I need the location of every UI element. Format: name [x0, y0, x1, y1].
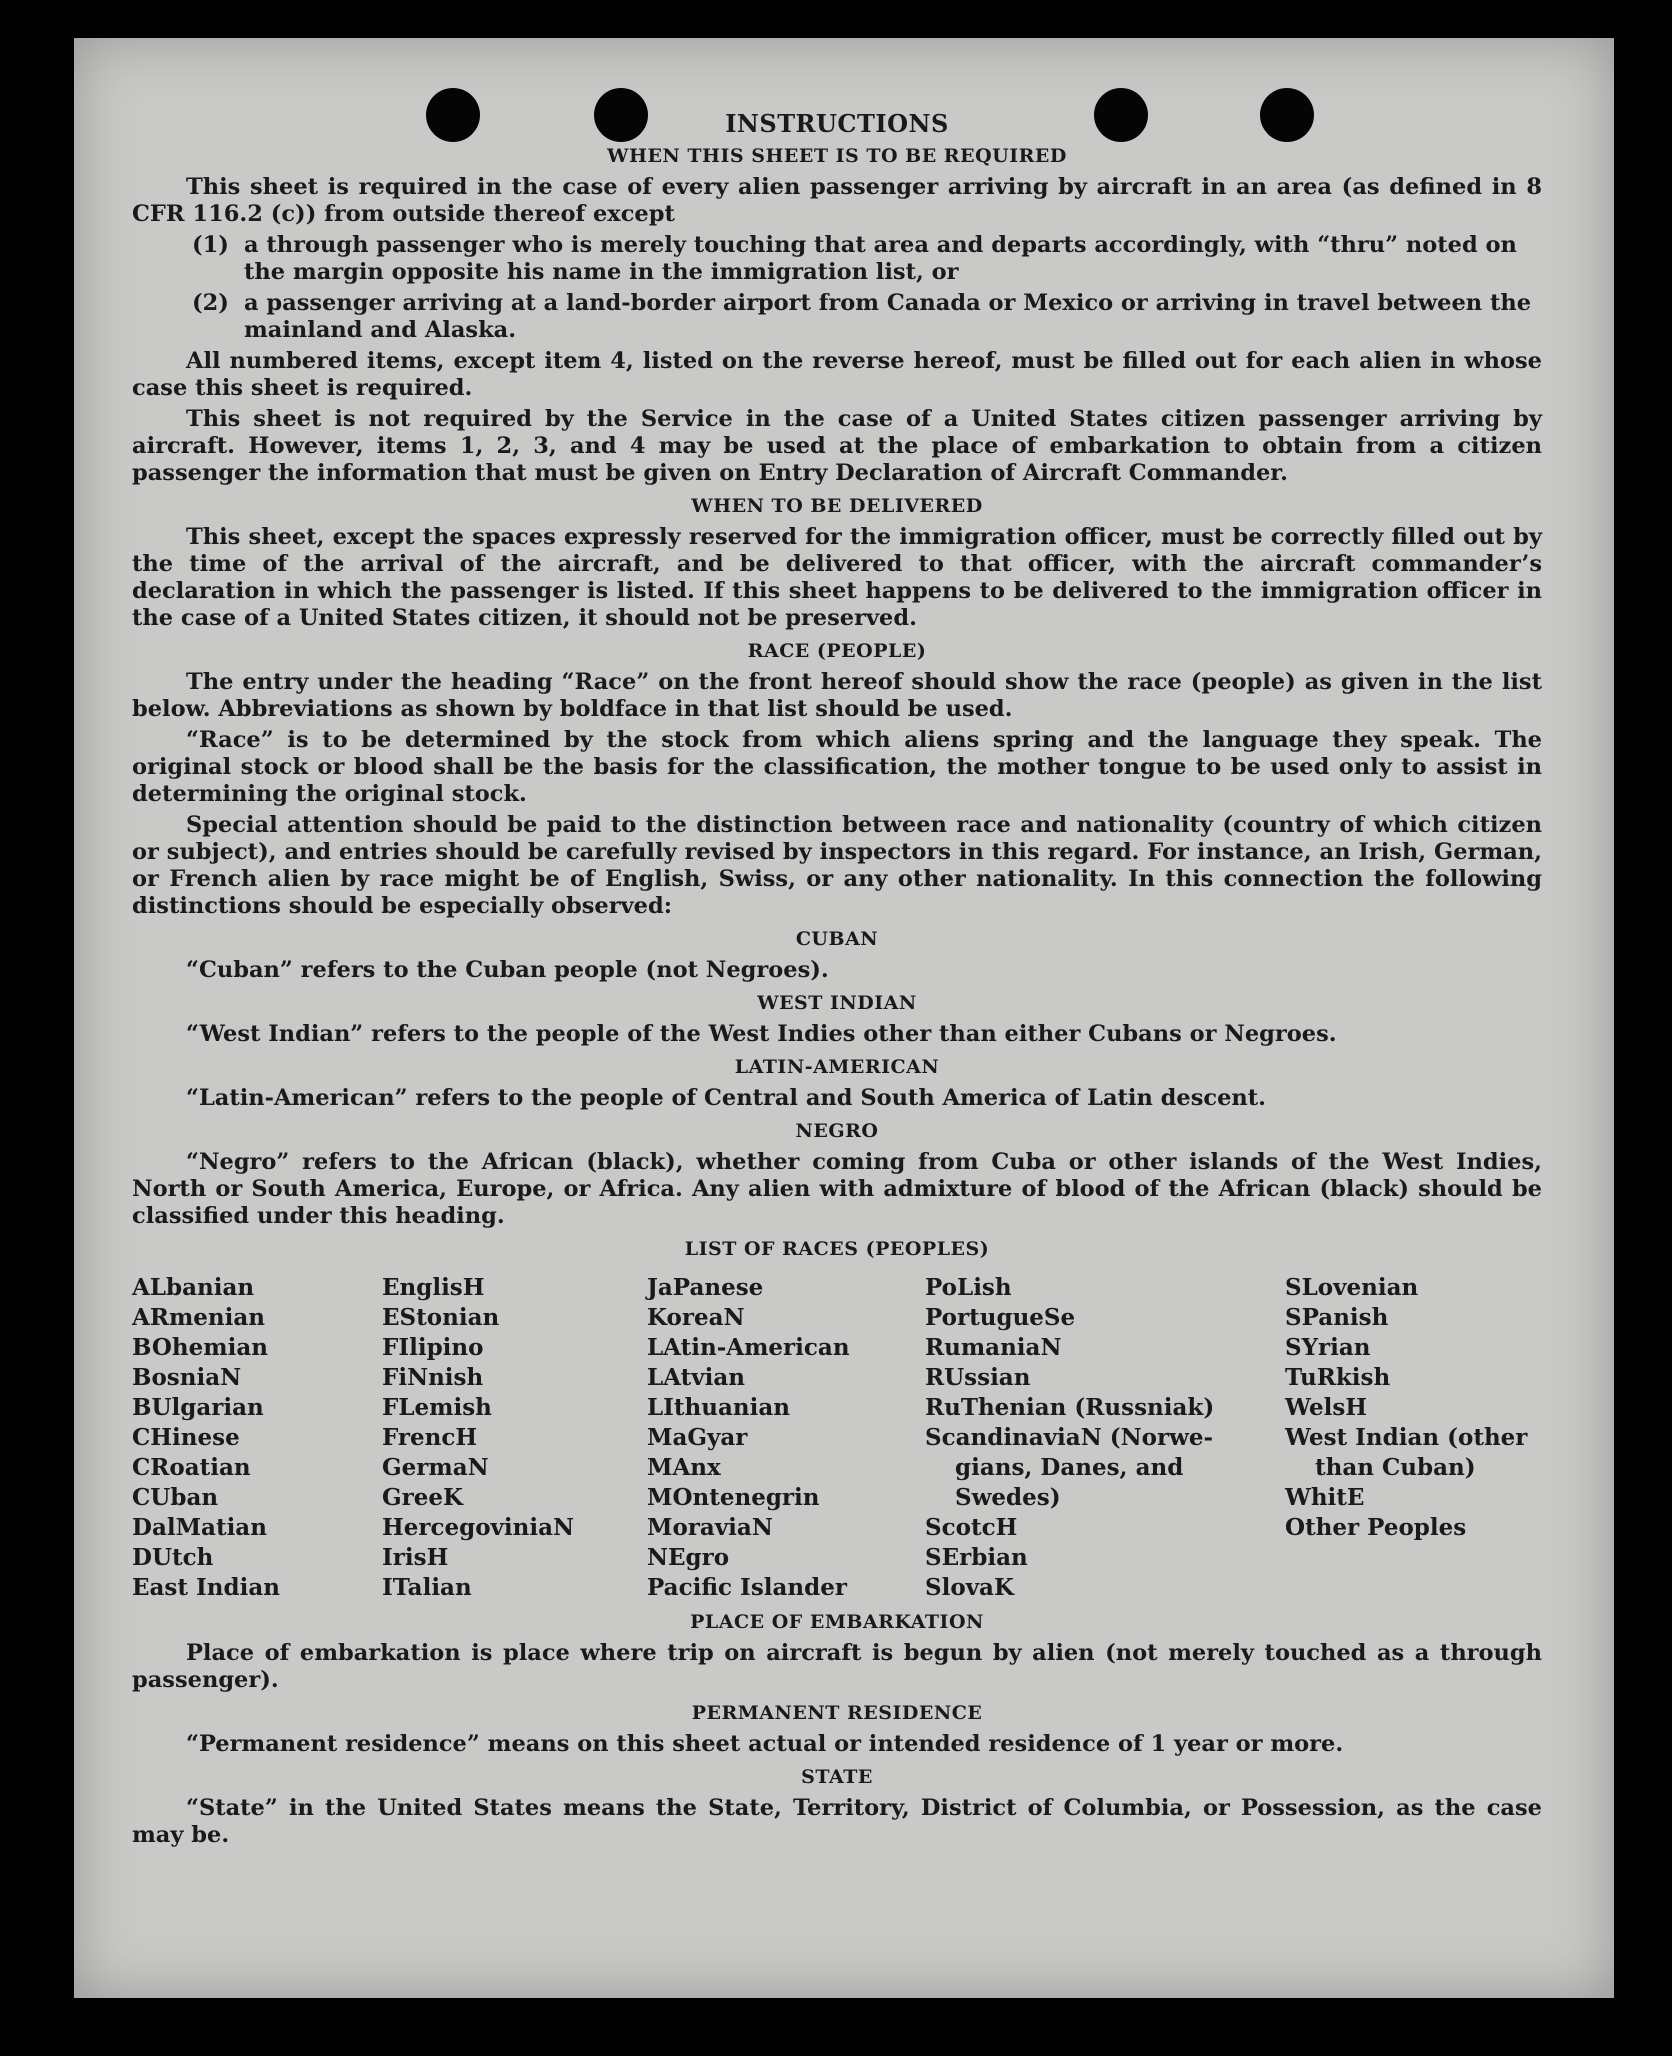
section-heading: RACE (PEOPLE)	[747, 640, 927, 662]
section-heading: WHEN THIS SHEET IS TO BE REQUIRED	[607, 145, 1067, 167]
race-entry: East Indian	[132, 1574, 280, 1601]
race-entry: than Cuban)	[1315, 1454, 1476, 1481]
section-heading: WEST INDIAN	[757, 992, 917, 1014]
race-entry: LAtin-American	[647, 1334, 850, 1361]
race-entry: WelsH	[1285, 1394, 1368, 1421]
race-entry: CUban	[132, 1484, 219, 1511]
paragraph: “State” in the United States means the State, Territory, District of Columbia, or Possession, as the case may be.	[132, 1795, 1542, 1848]
paragraph: “Cuban” refers to the Cuban people (not Negroes).	[186, 957, 829, 983]
race-entry: Pacific Islander	[647, 1574, 847, 1601]
race-entry: ARmenian	[132, 1304, 266, 1331]
race-entry: BOhemian	[132, 1334, 268, 1361]
paragraph: All numbered items, except item 4, listed on the reverse hereof, must be filled out for each alien in whose case this sheet is required.	[132, 348, 1542, 401]
paragraph: “Latin-American” refers to the people of Central and South America of Latin descent.	[186, 1085, 1266, 1111]
races-column	[647, 1273, 925, 1603]
race-entry: SErbian	[925, 1544, 1028, 1571]
race-entry: SlovaK	[925, 1574, 1014, 1601]
section-heading: LATIN-AMERICAN	[734, 1056, 940, 1078]
race-entry: GermaN	[382, 1454, 489, 1481]
paragraph: “Permanent residence” means on this sheet actual or intended residence of 1 year or more.	[186, 1731, 1344, 1757]
document-sheet	[74, 38, 1614, 1998]
races-column	[132, 1273, 382, 1603]
race-entry: MoraviaN	[647, 1514, 773, 1541]
race-entry: SPanish	[1285, 1304, 1389, 1331]
exception-number: (1)	[192, 232, 229, 258]
races-column	[925, 1273, 1285, 1603]
race-entry: FIlipino	[382, 1334, 484, 1361]
paragraph: This sheet is required in the case of every alien passenger arriving by aircraft in an area (as defined in 8 CFR 116.2 (c)) from outside thereof except	[132, 174, 1542, 227]
exception-item	[192, 290, 1542, 344]
section-heading: LIST OF RACES (PEOPLES)	[684, 1238, 990, 1260]
race-entry: WhitE	[1285, 1484, 1365, 1511]
race-entry: West Indian (other	[1285, 1424, 1528, 1451]
races-column	[1285, 1273, 1545, 1603]
section-heading: WHEN TO BE DELIVERED	[691, 495, 983, 517]
section-heading: PLACE OF EMBARKATION	[690, 1611, 984, 1633]
race-entry: PoLish	[925, 1274, 1012, 1301]
race-entry: MaGyar	[647, 1424, 748, 1451]
race-entry: EStonian	[382, 1304, 500, 1331]
paragraph: This sheet, except the spaces expressly reserved for the immigration officer, must be correctly filled out by the time of the arrival of the aircraft, and be delivered to that officer, with the aircraft commander’s declaration in which the passenger is listed. If this sheet happens to be delivered to the immigration officer in the case of a United States citizen, it should not be preserved.	[132, 524, 1542, 631]
paragraph: The entry under the heading “Race” on the front hereof should show the race (people) as given in the list below. Abbreviations as shown by boldface in that list should be used.	[132, 669, 1542, 722]
races-column	[382, 1273, 647, 1603]
race-entry: PortugueSe	[925, 1304, 1076, 1331]
exception-item	[192, 232, 1542, 286]
race-entry: BUlgarian	[132, 1394, 264, 1421]
race-entry: CHinese	[132, 1424, 240, 1451]
race-entry: NEgro	[647, 1544, 730, 1571]
race-entry: ScotcH	[925, 1514, 1018, 1541]
race-entry: RumaniaN	[925, 1334, 1062, 1361]
section-heading: NEGRO	[795, 1120, 879, 1142]
paragraph: “West Indian” refers to the people of the West Indies other than either Cubans or Negroes.	[186, 1021, 1337, 1047]
race-entry: DUtch	[132, 1544, 214, 1571]
race-entry: CRoatian	[132, 1454, 251, 1481]
race-entry: GreeK	[382, 1484, 464, 1511]
race-entry: TuRkish	[1285, 1364, 1391, 1391]
race-entry: LAtvian	[647, 1364, 745, 1391]
exception-text: a through passenger who is merely touching that area and departs accordingly, with “thru” noted on the margin opposite his name in the immigration list, or	[244, 232, 1517, 285]
paragraph: This sheet is not required by the Service in the case of a United States citizen passenger arriving by aircraft. However, items 1, 2, 3, and 4 may be used at the place of embarkation to obtain from a citizen passenger the information that must be given on Entry Declaration of Aircraft Commander.	[132, 406, 1542, 486]
race-entry: FiNnish	[382, 1364, 484, 1391]
paragraph: Special attention should be paid to the distinction between race and nationality (country of which citizen or subject), and entries should be carefully revised by inspectors in this regard. For instance, an Irish, German, or French alien by race might be of English, Swiss, or any other nationality. In this connection the following distinctions should be especially observed:	[132, 812, 1542, 919]
race-entry: LIthuanian	[647, 1394, 790, 1421]
paragraph: Place of embarkation is place where trip on aircraft is begun by alien (not merely touched as a through passenger).	[132, 1640, 1542, 1693]
race-entry: ScandinaviaN (Norwe-	[925, 1424, 1214, 1451]
race-entry: SYrian	[1285, 1334, 1371, 1361]
instructions-content	[132, 110, 1542, 1853]
race-entry: IrisH	[382, 1544, 449, 1571]
race-entry: RUssian	[925, 1364, 1031, 1391]
races-list	[132, 1273, 1542, 1603]
paragraph: “Race” is to be determined by the stock from which aliens spring and the language they speak. The original stock or blood shall be the basis for the classification, the mother tongue to be used only to assist in determining the original stock.	[132, 727, 1542, 807]
race-entry: ALbanian	[132, 1274, 255, 1301]
race-entry: HercegoviniaN	[382, 1514, 575, 1541]
race-entry: Swedes)	[955, 1484, 1061, 1511]
race-entry: SLovenian	[1285, 1274, 1419, 1301]
race-entry: KoreaN	[647, 1304, 745, 1331]
race-entry: Other Peoples	[1285, 1514, 1467, 1541]
section-heading: STATE	[801, 1766, 873, 1788]
race-entry: MAnx	[647, 1454, 721, 1481]
section-heading: PERMANENT RESIDENCE	[691, 1702, 983, 1724]
race-entry: FrencH	[382, 1424, 478, 1451]
race-entry: gians, Danes, and	[955, 1454, 1184, 1481]
exception-text: a passenger arriving at a land-border airport from Canada or Mexico or arriving in travel between the mainland and Alaska.	[244, 290, 1532, 343]
race-entry: EnglisH	[382, 1274, 485, 1301]
race-entry: ITalian	[382, 1574, 472, 1601]
race-entry: JaPanese	[647, 1274, 764, 1301]
race-entry: DalMatian	[132, 1514, 267, 1541]
paragraph: “Negro” refers to the African (black), whether coming from Cuba or other islands of the West Indies, North or South America, Europe, or Africa. Any alien with admixture of blood of the African (black) should be classified under this heading.	[132, 1149, 1542, 1229]
exception-number: (2)	[192, 290, 229, 316]
section-heading: CUBAN	[795, 928, 879, 950]
race-entry: FLemish	[382, 1394, 492, 1421]
race-entry: BosniaN	[132, 1364, 242, 1391]
race-entry: MOntenegrin	[647, 1484, 820, 1511]
page-title: INSTRUCTIONS	[725, 109, 949, 138]
race-entry: RuThenian (Russniak)	[925, 1394, 1215, 1421]
